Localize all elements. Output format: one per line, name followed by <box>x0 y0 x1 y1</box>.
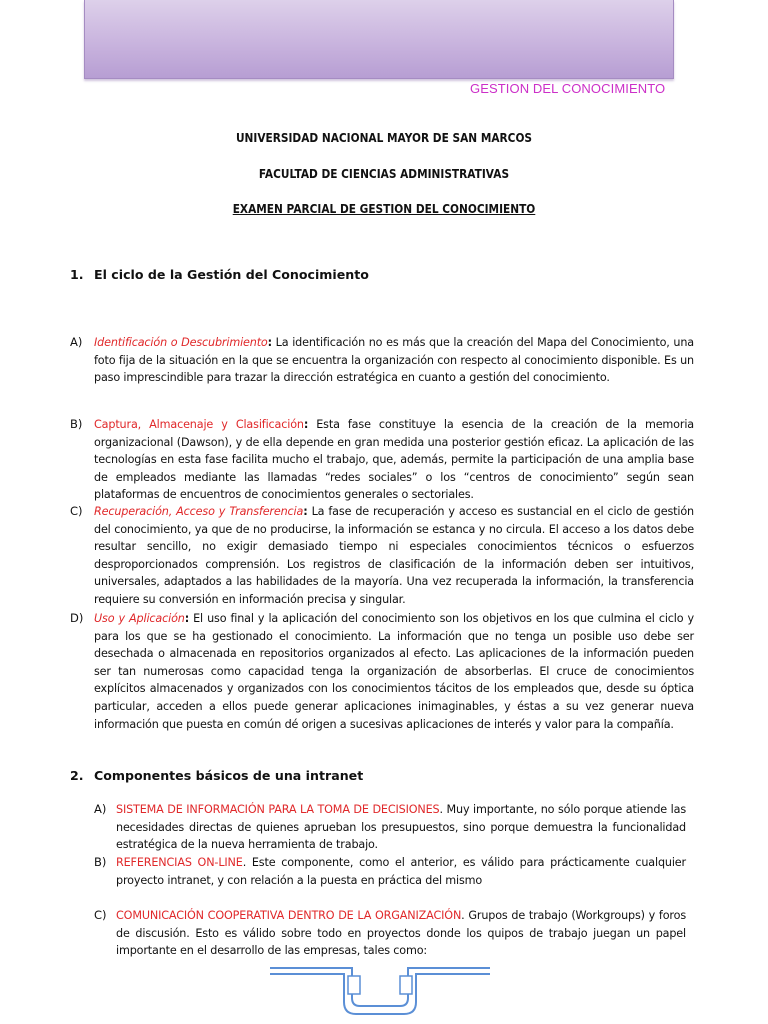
section-2-heading <box>70 768 363 783</box>
item-term: REFERENCIAS ON-LINE <box>116 856 243 869</box>
item-letter: A) <box>94 802 107 816</box>
section-1-title: El ciclo de la Gestión del Conocimiento <box>94 267 369 282</box>
item-term: Recuperación, Acceso y Transferencia <box>94 505 304 518</box>
item-letter: B) <box>70 417 83 431</box>
item-body <box>94 503 694 609</box>
header-title: GESTION DEL CONOCIMIENTO <box>470 81 666 96</box>
item-text: Esta fase constituye la esencia de la creación de la memoria organizacional (Dawson), y de ella depende en gran medida una posterior gestión eficaz. La aplicación de las tecnologías en esta fase facilita mucho el trabajo, que, además, permite la participación de una amplia base de empleados mediante las llamadas “redes sociales” o los “centros de conocimiento” según sean plataformas de encuentros de conocimientos generales o sectoriales. <box>94 418 694 502</box>
item-text: La identificación no es más que la creación del Mapa del Conocimiento, una foto fija de la situación en la que se encuentra la organización con respecto al conocimiento disponible. Es un paso imprescindible para trazar la dirección estratégica en cuanto a gestión del conocimiento. <box>94 336 694 385</box>
item-body <box>116 801 686 854</box>
item-body <box>94 416 694 504</box>
list-item <box>94 907 686 960</box>
item-letter: C) <box>70 504 83 518</box>
item-text: La fase de recuperación y acceso es sustancial en el ciclo de gestión del conocimiento, ya que de no producirse, la información se estanca y no circula. El acceso a los datos debe resultar sencillo, no exigir demasiado tiempo ni especiales conocimientos técnicos o esfuerzos desproporcionados comprensión. Los registros de clasificación de la información deben ser intuitivos, universales, adaptados a las habilidades de la mayoría. Una vez recuperada la información, la transferencia requiere su conversión en información precisa y singular. <box>94 505 694 606</box>
header-banner <box>84 0 674 79</box>
list-item <box>70 610 694 733</box>
item-letter: B) <box>94 855 107 869</box>
item-text: Este componente, como el anterior, es válido para prácticamente cualquier proyecto intranet, y con relación a la puesta en práctica del mismo <box>116 856 686 887</box>
item-sep: : <box>303 418 309 431</box>
university-name: UNIVERSIDAD NACIONAL MAYOR DE SAN MARCOS <box>235 131 533 145</box>
item-body <box>94 610 694 733</box>
list-item <box>70 334 694 387</box>
item-letter: D) <box>70 611 84 625</box>
footer-ornament <box>270 962 490 1024</box>
exam-title: EXAMEN PARCIAL DE GESTION DEL CONOCIMIENTO <box>232 202 536 216</box>
item-body <box>94 334 694 387</box>
item-term: SISTEMA DE INFORMACIÓN PARA LA TOMA DE DECISIONES <box>116 803 440 816</box>
item-letter: C) <box>94 908 107 922</box>
item-sep: : <box>267 336 272 349</box>
item-term: COMUNICACIÓN COOPERATIVA DENTRO DE LA ORGANIZACIÓN <box>116 909 462 922</box>
section-1-number: 1. <box>70 267 84 282</box>
list-item <box>94 801 686 854</box>
item-term: Captura, Almacenaje y Clasificación <box>94 418 304 431</box>
list-item <box>70 503 694 609</box>
item-sep: : <box>303 505 308 518</box>
section-1-heading <box>70 267 369 282</box>
section-2-number: 2. <box>70 768 84 783</box>
section-2-title: Componentes básicos de una intranet <box>94 768 364 783</box>
item-sep: . <box>439 803 443 816</box>
item-term: Uso y Aplicación <box>94 612 185 625</box>
item-body <box>116 854 686 889</box>
list-item <box>94 854 686 889</box>
item-text: El uso final y la aplicación del conocimiento son los objetivos en los que culmina el ciclo y para los que se ha gestionado el conocimiento. La información que no tenga un posible uso debe ser desechada o almacenada en repositorios organizados al efecto. Las aplicaciones de la información pueden ser tan numerosas como capacidad tenga la organización de absorberlas. El cruce de conocimientos explícitos almacenados y organizados con los conocimientos tácitos de los empleados que, desde su óptica particular, acceden a ellos puede generar aplicaciones inimaginables, y éstas a su vez generar nueva información que puesta en común dé origen a sucesivas aplicaciones de interés y valor para la compañía. <box>94 612 694 731</box>
item-letter: A) <box>70 335 83 349</box>
faculty-name: FACULTAD DE CIENCIAS ADMINISTRATIVAS <box>258 167 510 181</box>
item-term: Identificación o Descubrimiento <box>94 336 268 349</box>
item-sep: : <box>184 612 190 625</box>
item-text: Muy importante, no sólo porque atiende las necesidades directas de quienes aprueban los presupuestos, sino porque demuestra la funcionalidad estratégica de la nueva herramienta de trabajo. <box>116 803 686 852</box>
list-item <box>70 416 694 504</box>
item-text: Grupos de trabajo (Workgroups) y foros de discusión. Esto es válido sobre todo en proyectos donde los quipos de trabajo juegan un papel importante en el desarrollo de las empresas, tales como: <box>116 909 686 958</box>
item-body <box>116 907 686 960</box>
item-sep: . <box>242 856 247 869</box>
item-sep: . <box>461 909 465 922</box>
